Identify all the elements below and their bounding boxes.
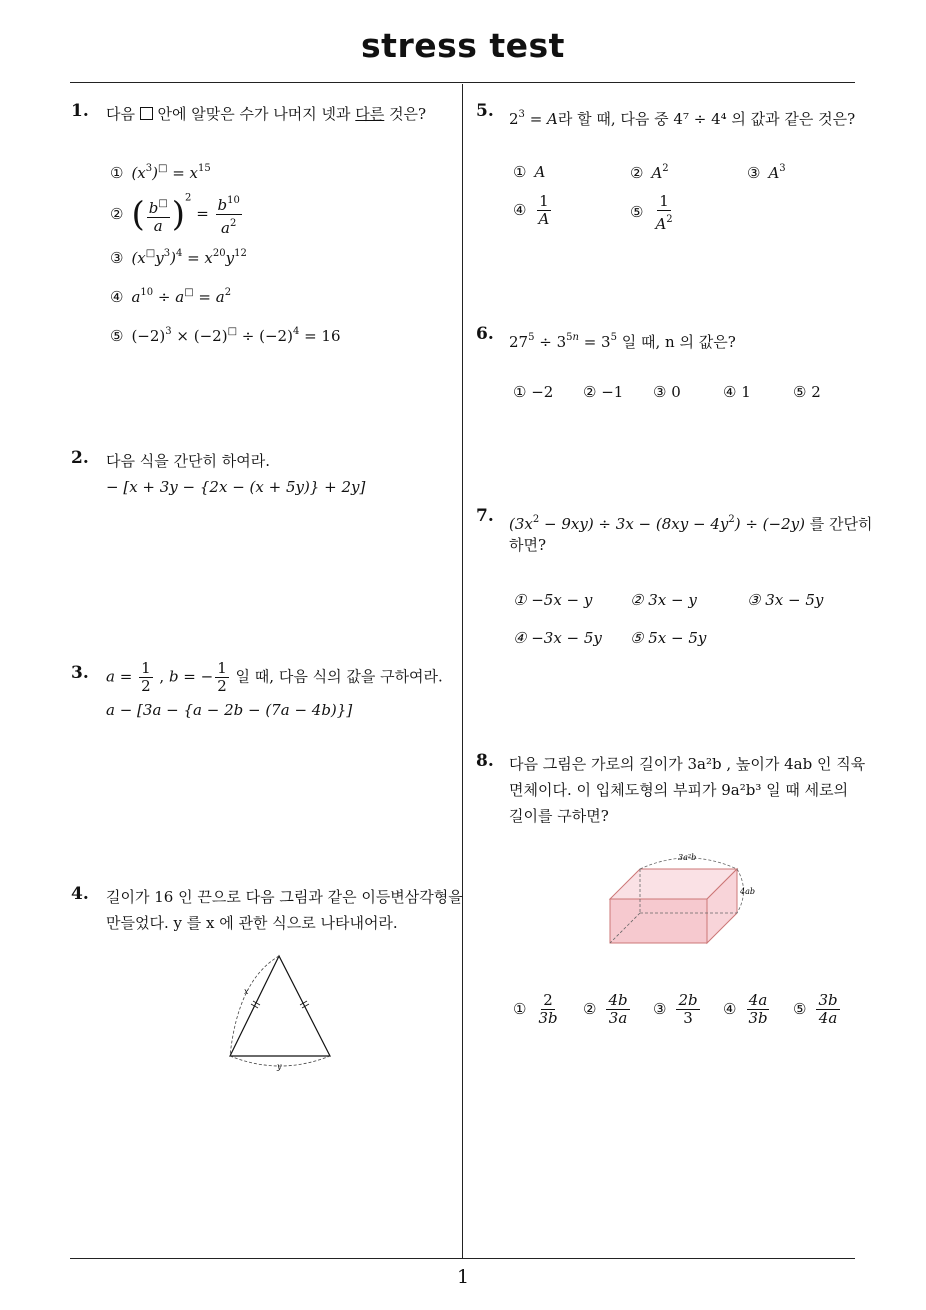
q5-option-5[interactable]: ⑤ $\frac{1}{A^2}$ [630, 192, 673, 233]
q2-text: 다음 식을 간단히 하여라. [106, 452, 270, 470]
q7-option-2[interactable]: ② 3x − y [630, 591, 697, 609]
page-title: stress test [361, 26, 565, 65]
q1-option-5[interactable]: ⑤ $(-2)^3 \times (-2)^□ \div (-2)^4 = 16$ [110, 326, 341, 345]
q2-expression: − [x + 3y − {2x − (x + 5y)} + 2y] [106, 478, 366, 496]
q8-line-1: 다음 그림은 가로의 길이가 3a²b , 높이가 4ab 인 직육 [509, 755, 866, 773]
q8-line-3: 길이를 구하면? [509, 807, 609, 825]
q8-option-4[interactable]: ④ $\frac{4a}{3b}$ [723, 991, 768, 1027]
q5-option-1[interactable]: ① A [513, 163, 546, 181]
q6-option-1[interactable]: ① −2 [513, 383, 554, 401]
q1-text: 다음 안에 알맞은 수가 나머지 넷과 다른 것은? [106, 105, 427, 123]
q3-expression: a − [3a − {a − 2b − (7a − 4b)}] [106, 701, 353, 719]
cuboid-front-face [610, 899, 707, 943]
q5-option-4[interactable]: ④ $\frac{1}{A}$ [513, 192, 550, 228]
q5-option-2[interactable]: ② $A^2$ [630, 163, 669, 182]
q4-line-2: 만들었다. y 를 x 에 관한 식으로 나타내어라. [106, 914, 398, 932]
q7-option-3[interactable]: ③ 3x − 5y [747, 591, 824, 609]
q2-number: 2. [71, 448, 89, 468]
q5-text: $2^3 = A$라 할 때, 다음 중 4⁷ ÷ 4⁴ 의 값과 같은 것은? [509, 109, 856, 128]
q6-number: 6. [476, 324, 494, 344]
fig-height-label: 4ab [740, 887, 755, 896]
q4-number: 4. [71, 884, 89, 904]
q6-option-2[interactable]: ② −1 [583, 383, 624, 401]
cuboid-figure [600, 845, 770, 950]
q1-number: 1. [71, 101, 89, 121]
q7-option-1[interactable]: ① −5x − y [513, 591, 593, 609]
q3-number: 3. [71, 663, 89, 683]
q6-option-5[interactable]: ⑤ 2 [793, 383, 821, 401]
q7-option-4[interactable]: ④ −3x − 5y [513, 629, 602, 647]
q5-number: 5. [476, 101, 494, 121]
q7-number: 7. [476, 506, 494, 526]
q8-option-1[interactable]: ① $\frac{2}{3b}$ [513, 991, 558, 1027]
q6-option-3[interactable]: ③ 0 [653, 383, 681, 401]
q7-line-1: $(3x^2 - 9xy) \div 3x - (8xy - 4y^2) \div (-2y)$ 를 간단히 [509, 514, 873, 533]
fig-x-label: x [244, 987, 249, 996]
q3-text: a = $\frac{1}{2}$ , b = − $\frac{1}{2}$ 일 때, 다음 식의 값을 구하여라. [106, 659, 443, 695]
q1-option-2[interactable]: ② ( $\frac{b^□}{a}$ )$^2$ = $\frac{b^{10}}{a^2}$ [110, 192, 240, 237]
q8-number: 8. [476, 751, 494, 771]
q6-text: $27^5 \div 3^{5n} = 3^5$ 일 때, n 의 값은? [509, 332, 736, 351]
q1-option-3[interactable]: ③ $(x^□y^3)^4 = x^{20}y^{12}$ [110, 248, 247, 267]
fig-width-label: 3a²b [678, 853, 697, 862]
q8-line-2: 면체이다. 이 입체도형의 부피가 9a²b³ 일 때 세로의 [509, 781, 849, 799]
q5-option-3[interactable]: ③ $A^3$ [747, 163, 786, 182]
q1-option-4[interactable]: ④ $a^{10} \div a^□ = a^2$ [110, 287, 232, 306]
q4-line-1: 길이가 16 인 끈으로 다음 그림과 같은 이등변삼각형을 [106, 888, 463, 906]
q7-option-5[interactable]: ⑤ 5x − 5y [630, 629, 707, 647]
q7-line-2: 하면? [509, 536, 547, 554]
q1-option-1[interactable]: ① $(x^3)^□ = x^{15}$ [110, 163, 211, 182]
q8-option-5[interactable]: ⑤ $\frac{3b}{4a}$ [793, 991, 838, 1027]
q8-option-2[interactable]: ② $\frac{4b}{3a}$ [583, 991, 628, 1027]
column-divider [462, 84, 463, 1259]
isosceles-triangle-figure [220, 950, 340, 1075]
page-number: 1 [456, 1266, 470, 1288]
q6-option-4[interactable]: ④ 1 [723, 383, 751, 401]
fig-y-label: y [277, 1062, 282, 1071]
footer-rule [70, 1258, 855, 1259]
header-rule [70, 82, 855, 83]
q8-option-3[interactable]: ③ $\frac{2b}{3}$ [653, 991, 698, 1027]
